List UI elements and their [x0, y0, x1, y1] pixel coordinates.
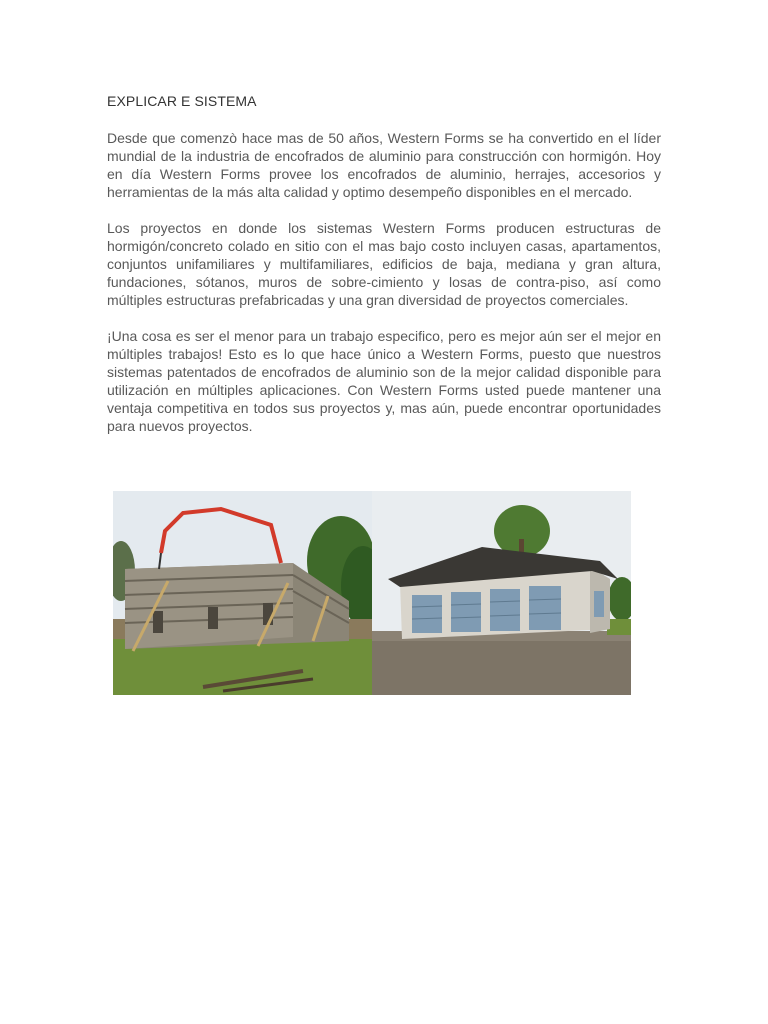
construction-site-illustration [113, 491, 372, 695]
paragraph-2: Los proyectos en donde los sistemas Western Forms producen estructuras de hormigón/concreto colado en sitio con el mas bajo costo incluyen casas, apartamentos, conjuntos unifamiliares y multifamiliares, edificios de baja, mediana y gran altura, fundaciones, sótanos, muros de sobre-cimiento y losas de contra-piso, así como múltiples estructuras prefabricadas y una gran diversidad de proyectos comerciales. [107, 220, 661, 308]
document-heading: EXPLICAR E SISTEMA [107, 93, 257, 109]
document-body [107, 92, 661, 453]
construction-site-photo [113, 491, 372, 695]
finished-building-photo [372, 491, 631, 695]
photo-strip [113, 491, 631, 695]
paragraph-1: Desde que comenzò hace mas de 50 años, Western Forms se ha convertido en el líder mundial de la industria de encofrados de aluminio para construcción con hormigón. Hoy en día Western Forms provee los encofrados de aluminio, herrajes, accesorios y herramientas de la más alta calidad y optimo desempeño disponibles en el mercado. [107, 130, 661, 200]
paragraph-3: ¡Una cosa es ser el menor para un trabajo especifico, pero es mejor aún ser el mejor en múltiples trabajos! Esto es lo que hace único a Western Forms, puesto que nuestros sistemas patentados de encofrados de aluminio son de la mejor calidad disponible para utilización en múltiples aplicaciones. Con Western Forms usted puede mantener una ventaja competitiva en todos sus proyectos y, mas aún, puede encontrar oportunidades para nuevos proyectos. [107, 328, 661, 434]
finished-building-illustration [372, 491, 631, 695]
